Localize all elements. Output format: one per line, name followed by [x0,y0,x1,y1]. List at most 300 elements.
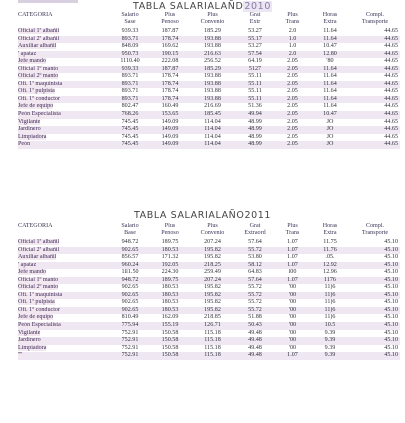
table-2010-title-prefix: TABLA SALARIALAÑD [133,1,244,12]
header-row [18,223,400,239]
table-row [18,66,400,74]
value-cell [310,103,350,111]
value-text: 49.48 [248,344,262,351]
value-cell [190,103,235,111]
value-text: 171.32 [161,254,179,261]
value-cell [150,111,190,119]
value-cell [110,330,150,338]
value-text: 195.82 [204,299,221,306]
value-text: 44.65 [384,88,398,95]
value-cell [150,126,190,134]
value-cell [310,277,350,285]
table-2011-title-prefix: TABLA SALARIALAÑ [133,210,237,221]
value-text: 55.11 [248,73,262,80]
table-2010-title-year: 2010 [244,1,271,12]
category-cell [18,73,110,81]
value-text: 45.10 [384,329,398,336]
value-text: 150.58 [161,329,179,336]
value-cell [190,126,235,134]
value-text: 1.07 [287,239,298,245]
column-header-line2: Transporte [361,230,389,237]
value-cell [350,111,400,119]
value-text: 178.74 [161,73,179,80]
value-cell [190,345,235,353]
table-row [18,103,400,111]
value-text: 195.82 [204,246,221,253]
value-text: 802.47 [121,103,139,110]
column-header-line2: Sase [124,19,136,26]
category-cell [18,284,110,292]
category-cell [18,239,110,247]
salary-table-2010 [18,12,400,149]
value-text: 2.05 [287,118,298,125]
category-cell [18,126,110,134]
table-row [18,134,400,142]
value-cell [235,134,275,142]
value-cell [150,58,190,66]
value-text: 195.82 [204,306,221,313]
value-cell [350,262,400,270]
column-header-line1: Plus [287,12,298,18]
value-text: 11.64 [323,28,337,34]
category-cell [18,134,110,142]
value-text: 49.94 [248,111,262,118]
value-cell [190,141,235,149]
value-text: 44.65 [384,141,398,148]
column-header-line2: Convenio [200,230,225,237]
value-cell [275,28,310,36]
value-cell [190,58,235,66]
value-text: 49.48 [248,337,262,344]
value-cell [350,119,400,127]
category-label: Jefe de equipo [18,314,54,321]
value-text: 45.10 [384,344,398,351]
value-cell [190,277,235,285]
value-text: 55.17 [248,35,262,42]
value-cell [110,66,150,74]
table-row [18,51,400,59]
value-text: 11.64 [323,88,337,95]
value-text: 193.88 [204,88,221,95]
category-cell [18,88,110,96]
value-text: '00 [288,314,297,321]
value-text: 768.26 [121,111,139,118]
value-cell [275,269,310,277]
value-text: 752.91 [121,329,139,336]
value-text: 2.05 [287,133,298,140]
value-text: 44.65 [384,103,398,110]
value-text: 9.39 [324,329,336,336]
value-cell [275,314,310,322]
value-cell [275,134,310,142]
value-text: 1.0 [288,35,297,42]
value-cell [150,73,190,81]
value-cell [150,299,190,307]
value-text: '00 [288,306,297,313]
value-text: 848.09 [121,43,139,50]
value-text: 51.88 [248,314,262,321]
value-text: 55.11 [248,88,262,95]
value-cell [235,284,275,292]
value-text: 11)6 [324,284,336,291]
table-row [18,352,400,360]
value-cell [310,299,350,307]
value-cell [110,51,150,59]
value-text: 902.65 [121,291,139,298]
category-label: Jardinero [18,126,41,133]
table-row [18,58,400,66]
value-text: 195.82 [204,284,221,291]
value-cell [190,96,235,104]
value-text: 1.0 [288,43,297,50]
column-header-line2: Transporte [361,19,389,26]
value-cell [150,337,190,345]
category-label: Oficial 1ª albañil [18,28,60,34]
value-text: 114.04 [204,118,221,125]
value-cell [190,88,235,96]
value-text: 51.36 [248,103,262,110]
table-2011-header [18,223,400,239]
value-text: 11)6 [324,306,336,313]
value-text: 149.09 [161,133,179,140]
value-text: 216.69 [204,103,221,110]
value-cell [235,96,275,104]
table-row [18,269,400,277]
value-text: 180.53 [161,246,179,253]
table-row [18,322,400,330]
table-row [18,36,400,44]
value-cell [275,330,310,338]
value-cell [275,51,310,59]
column-header [350,223,400,239]
value-cell [275,88,310,96]
table-row [18,126,400,134]
value-cell [275,81,310,89]
value-text: 45.10 [384,239,398,245]
table-row [18,277,400,285]
value-cell [150,345,190,353]
value-cell [190,134,235,142]
table-row [18,247,400,255]
category-label: Ofi. 1ª pulpista [18,88,55,95]
column-header [235,223,275,239]
value-cell [150,103,190,111]
table-2010-title [0,1,405,12]
value-cell [190,36,235,44]
value-text: 193.88 [204,80,221,87]
value-text: 178.74 [161,80,179,87]
value-text: 48.99 [248,133,262,140]
value-text: 193.88 [204,73,221,80]
value-text: 57.54 [248,50,262,57]
value-text: 1.07 [287,246,298,253]
value-text: 150.58 [161,352,179,359]
value-cell [310,73,350,81]
value-cell [310,119,350,127]
value-cell [110,43,150,51]
column-header-line1: Plus [207,12,218,18]
value-text: 11)6 [324,291,336,298]
value-cell [310,96,350,104]
value-cell [275,345,310,353]
category-label: Oficial 1º manto [18,65,59,72]
value-text: 856.57 [121,254,139,261]
value-cell [310,254,350,262]
value-text: 45.10 [384,246,398,253]
category-label: ' apataz [18,261,37,268]
value-text: 9.39 [324,344,336,351]
category-cell [18,337,110,345]
value-text: 55.11 [248,80,262,87]
value-cell [310,352,350,360]
value-text: 2.05 [287,95,298,102]
value-text: 178.74 [161,35,179,42]
value-text: 9.39 [324,352,336,359]
value-cell [235,262,275,270]
value-cell [350,254,400,262]
value-text: 55.72 [248,246,262,253]
value-text: 10.47 [323,43,337,50]
value-cell [190,314,235,322]
value-cell [350,337,400,345]
value-cell [310,247,350,255]
value-text: 11.64 [323,73,337,80]
value-cell [275,66,310,74]
category-cell [18,141,110,149]
value-cell [275,277,310,285]
value-cell [350,51,400,59]
category-label: Oficial 1ª albañil [18,239,60,245]
value-text: 64.19 [248,58,262,65]
table-row [18,314,400,322]
value-text: 2.05 [287,126,298,133]
value-text: 53.27 [248,43,262,50]
value-text: 185.45 [204,111,221,118]
category-cell [18,96,110,104]
value-text: 2.0 [288,50,297,57]
value-text: 745.45 [121,141,139,148]
value-text: 218.25 [204,261,221,268]
column-header-line2: Trans [285,230,300,237]
table-row [18,254,400,262]
value-text: 55.72 [248,299,262,306]
value-text: '80 [326,58,334,65]
value-text: 9.39 [324,337,336,344]
value-cell [150,51,190,59]
value-cell [110,254,150,262]
value-text: '00 [288,299,297,306]
value-text: 114.04 [204,126,221,133]
column-header-line1: Salario [121,12,139,18]
category-label: Ofi. 1º conductor [18,306,60,313]
category-label: Ofi. 1ª maquinista [18,291,63,298]
value-cell [150,314,190,322]
value-cell [110,96,150,104]
value-text: 45.10 [384,269,398,276]
category-label: Jefe mando [18,58,46,65]
value-text: '00 [288,284,297,291]
value-text: 48.99 [248,118,262,125]
value-text: 44.65 [384,80,398,87]
value-text: 5127 [248,65,262,72]
value-text: 1.07 [287,254,298,261]
value-text: 11.64 [323,80,337,87]
table-2010-header [18,12,400,28]
value-cell [190,269,235,277]
value-text: 114.04 [204,133,221,140]
value-cell [235,292,275,300]
value-text: 178.74 [161,95,179,102]
value-cell [310,88,350,96]
value-cell [150,284,190,292]
value-text: 44.65 [384,43,398,50]
value-text: 150.58 [161,344,179,351]
value-text: 192.05 [161,261,179,268]
value-text: 893.71 [121,88,139,95]
value-text: 45.10 [384,276,398,283]
category-label: Peón [18,141,31,148]
value-cell [190,254,235,262]
column-header [190,223,235,239]
value-cell [190,337,235,345]
column-header-line1: Compl. [365,223,385,229]
value-text: '00 [288,322,297,329]
value-text: 115.18 [204,337,221,344]
column-header [235,12,275,28]
value-cell [275,96,310,104]
value-text: JO [326,126,334,133]
column-header-line1: Plus [287,223,298,229]
value-text: 55.72 [248,291,262,298]
value-cell [110,28,150,36]
value-text: 45.10 [384,314,398,321]
value-text: 185.29 [204,28,221,34]
value-text: 12.92 [323,261,337,268]
column-header [18,12,110,28]
column-header-line2: Extra [323,19,337,26]
value-text: 64.83 [248,269,262,276]
value-cell [310,345,350,353]
table-2011-title [0,210,405,221]
value-cell [235,36,275,44]
column-header [150,223,190,239]
value-cell [310,28,350,36]
category-cell [18,58,110,66]
value-text: 58.12 [248,261,262,268]
value-cell [110,58,150,66]
value-cell [190,111,235,119]
column-header-line2: Convenio [200,19,225,26]
column-header-line2: Extr [249,19,261,26]
value-cell [235,277,275,285]
value-cell [235,51,275,59]
value-cell [150,352,190,360]
column-header-line2 [18,19,110,26]
value-cell [275,73,310,81]
table-row [18,284,400,292]
value-text: 48.99 [248,126,262,133]
value-cell [350,73,400,81]
value-text: JO [326,133,334,140]
value-cell [235,330,275,338]
category-cell [18,66,110,74]
category-cell [18,277,110,285]
value-cell [275,103,310,111]
value-cell [190,292,235,300]
value-cell [275,36,310,44]
value-text: 207.24 [204,239,221,245]
value-cell [350,126,400,134]
category-label: Vigilante [18,118,41,125]
value-text: 1.07 [287,276,298,283]
value-cell [310,284,350,292]
value-text: 48.99 [248,141,262,148]
value-text: 902.65 [121,306,139,313]
value-cell [190,307,235,315]
value-cell [350,307,400,315]
value-text: 44.65 [384,35,398,42]
column-header [275,223,310,239]
table-row [18,43,400,51]
value-cell [235,119,275,127]
value-cell [235,88,275,96]
column-header-line2 [18,230,110,237]
category-label: Limpiadora [18,133,47,140]
value-cell [235,307,275,315]
value-text: 193.88 [204,95,221,102]
value-cell [150,292,190,300]
value-text: 2.05 [287,80,298,87]
value-cell [310,322,350,330]
value-cell [235,247,275,255]
value-cell [110,141,150,149]
category-cell [18,262,110,270]
value-cell [310,269,350,277]
value-cell [310,307,350,315]
value-text: JO [326,141,334,148]
value-text: 189.75 [161,276,179,283]
value-text: 10.5 [324,322,336,329]
value-cell [150,141,190,149]
value-cell [235,337,275,345]
value-cell [350,345,400,353]
value-cell [350,43,400,51]
category-label: Ofi. 1ª maquinista [18,80,63,87]
value-cell [150,88,190,96]
value-cell [310,66,350,74]
table-row [18,345,400,353]
table-row [18,262,400,270]
category-cell [18,111,110,119]
category-cell [18,322,110,330]
table-row [18,307,400,315]
value-text: 893.71 [121,73,139,80]
category-cell [18,43,110,51]
category-cell [18,247,110,255]
value-text: 45.10 [384,254,398,261]
category-label: Auxiliar albañil [18,254,57,261]
value-cell [190,247,235,255]
category-label: ' apataz [18,50,37,57]
category-cell [18,81,110,89]
value-cell [110,337,150,345]
value-cell [275,284,310,292]
column-header-line1: Grat [249,223,261,229]
value-text: 49.48 [248,352,262,359]
value-cell [110,111,150,119]
value-cell [110,103,150,111]
value-text: 195.82 [204,291,221,298]
